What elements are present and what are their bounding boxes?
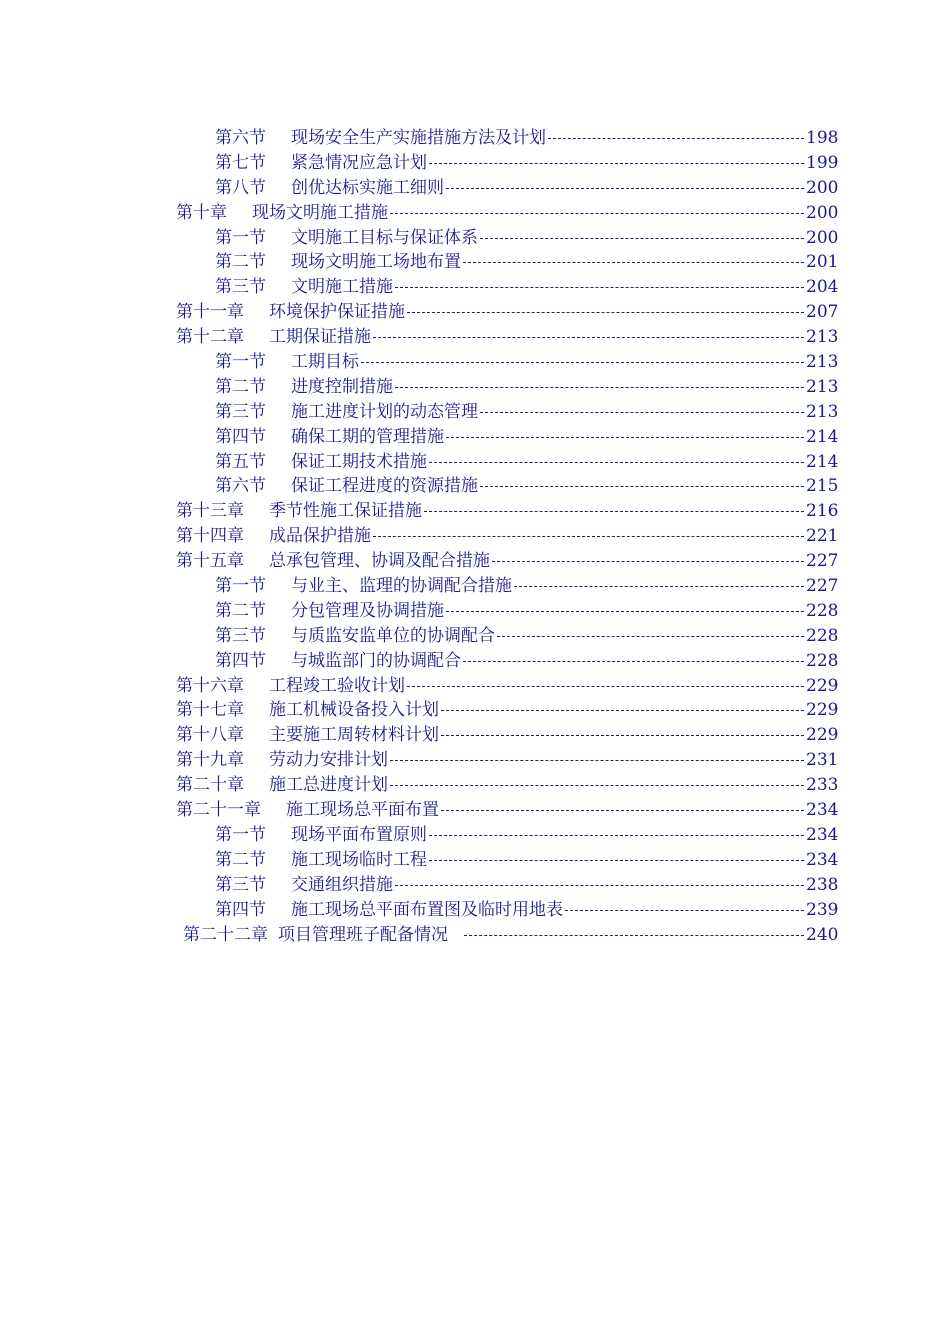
toc-leader-line: [390, 760, 804, 762]
toc-entry-title: 现场文明施工场地布置: [291, 252, 461, 273]
toc-entry-page: 233: [806, 775, 839, 796]
toc-entry-title: 与业主、监理的协调配合措施: [291, 576, 512, 597]
toc-entry: [0, 549, 950, 574]
toc-entry-number: 第十二章: [176, 327, 244, 348]
toc-entry-page: 240: [806, 924, 839, 945]
toc-entry-title: 现场安全生产实施措施方法及计划: [291, 128, 546, 148]
toc-entry-page: 215: [806, 476, 839, 497]
toc-entry-number: 第二十一章: [176, 800, 261, 821]
toc-entry: [0, 151, 950, 176]
toc-leader-line: [407, 312, 804, 314]
toc-entry-number: 第三节: [215, 277, 266, 298]
toc-entry-title: 施工现场总平面布置图及临时用地表: [291, 899, 563, 920]
toc-entry-title: 工期目标: [291, 352, 359, 373]
toc-entry-page: 200: [806, 177, 839, 198]
toc-entry-page: 229: [806, 675, 839, 696]
toc-entry-number: 第五节: [215, 451, 266, 472]
toc-entry-page: 214: [806, 426, 839, 447]
toc-leader-line: [446, 611, 804, 613]
toc-entry-title: 环境保护保证措施: [269, 302, 405, 323]
toc-entry-title: 进度控制措施: [291, 376, 393, 397]
toc-entry-title: 与质监安监单位的协调配合: [291, 625, 495, 646]
toc-entry-number: 第一节: [215, 352, 266, 373]
toc-leader-line: [361, 362, 804, 364]
toc-entry-number: 第十三章: [176, 501, 244, 522]
toc-leader-line: [424, 511, 804, 513]
toc-entry-title: 紧急情况应急计划: [291, 152, 427, 173]
toc-entry-number: 第四节: [215, 650, 266, 671]
toc-entry-title: 施工现场临时工程: [291, 849, 427, 870]
toc-entry: [0, 649, 950, 674]
toc-entry-title: 主要施工周转材料计划: [269, 725, 439, 746]
toc-entry-number: 第二节: [215, 376, 266, 397]
toc-leader-line: [548, 138, 804, 140]
toc-leader-line: [565, 910, 804, 912]
toc-entry-title: 施工总进度计划: [269, 775, 388, 796]
toc-leader-line: [395, 387, 804, 389]
toc-entry-page: 234: [806, 824, 839, 845]
toc-leader-line: [480, 486, 804, 488]
toc-leader-line: [373, 536, 804, 538]
toc-leader-line: [441, 710, 804, 712]
toc-entry: [0, 873, 950, 898]
toc-entry: [0, 674, 950, 699]
toc-leader-line: [429, 860, 804, 862]
toc-entry: [0, 176, 950, 201]
toc-entry-title: 总承包管理、协调及配合措施: [269, 551, 490, 572]
toc-entry-title: 施工进度计划的动态管理: [291, 401, 478, 422]
toc-entry: [0, 126, 950, 151]
toc-entry: [0, 474, 950, 499]
toc-leader-line: [514, 586, 804, 588]
toc-entry-title: 工程竣工验收计划: [269, 675, 405, 696]
toc-entry-number: 第十六章: [176, 675, 244, 696]
toc-entry-number: 第一节: [215, 576, 266, 597]
toc-entry: [0, 250, 950, 275]
toc-entry-number: 第七节: [215, 152, 266, 173]
toc-entry-title: 与城监部门的协调配合: [291, 650, 461, 671]
toc-entry-page: 213: [806, 401, 839, 422]
toc-entry-page: 213: [806, 352, 839, 373]
toc-entry: [0, 499, 950, 524]
toc-entry: [0, 400, 950, 425]
toc-leader-line: [463, 262, 804, 264]
toc-entry-page: 207: [806, 302, 839, 323]
toc-entry-page: 200: [806, 227, 839, 248]
toc-entry-number: 第一节: [215, 824, 266, 845]
toc-entry-number: 第二节: [215, 849, 266, 870]
toc-entry-title: 保证工期技术措施: [291, 451, 427, 472]
toc-entry-page: 213: [806, 327, 839, 348]
toc-entry-page: 227: [806, 576, 839, 597]
toc-entry-title: 施工机械设备投入计划: [269, 700, 439, 721]
toc-leader-line: [429, 835, 804, 837]
toc-leader-line: [441, 810, 804, 812]
toc-leader-line: [395, 885, 804, 887]
toc-entry-page: 227: [806, 551, 839, 572]
toc-entry-title: 成品保护措施: [269, 526, 371, 547]
toc-entry-number: 第二节: [215, 252, 266, 273]
toc-entry-number: 第四节: [215, 426, 266, 447]
toc-entry-page: 238: [806, 874, 839, 895]
toc-entry: [0, 599, 950, 624]
toc-entry: [0, 723, 950, 748]
toc-entry-number: 第二十二章: [183, 924, 268, 945]
toc-entry-page: 204: [806, 277, 839, 298]
toc-entry-title: 施工现场总平面布置: [286, 800, 439, 821]
toc-leader-line: [390, 785, 804, 787]
toc-entry-number: 第十九章: [176, 750, 244, 771]
toc-entry-number: 第二十章: [176, 775, 244, 796]
toc-entry-title: 交通组织措施: [291, 874, 393, 895]
toc-entry-title: 保证工程进度的资源措施: [291, 476, 478, 497]
toc-entry-number: 第十一章: [176, 302, 244, 323]
toc-entry: [0, 450, 950, 475]
toc-leader-line: [480, 412, 804, 414]
toc-entry-number: 第十四章: [176, 526, 244, 547]
toc-leader-line: [464, 935, 804, 937]
toc-entry-number: 第三节: [215, 874, 266, 895]
toc-entry-title: 文明施工措施: [291, 277, 393, 298]
toc-entry-title: 劳动力安排计划: [269, 750, 388, 771]
toc-entry: [0, 201, 950, 226]
toc-entry: [0, 748, 950, 773]
toc-entry-page: 234: [806, 800, 839, 821]
toc-entry-page: 213: [806, 376, 839, 397]
toc-entry: [0, 325, 950, 350]
toc-leader-line: [373, 337, 804, 339]
toc-entry: [0, 574, 950, 599]
toc-entry-page: 200: [806, 202, 839, 223]
toc-leader-line: [390, 213, 804, 215]
toc-entry-number: 第十八章: [176, 725, 244, 746]
toc-entry: [0, 524, 950, 549]
toc-entry: [0, 275, 950, 300]
toc-entry: [0, 923, 950, 948]
toc-leader-line: [407, 686, 804, 688]
toc-entry-title: 季节性施工保证措施: [269, 501, 422, 522]
toc-entry-page: 198: [806, 128, 839, 148]
toc-entry-page: 234: [806, 849, 839, 870]
toc-entry-page: 229: [806, 700, 839, 721]
toc-entry-page: 228: [806, 625, 839, 646]
toc-entry: [0, 698, 950, 723]
toc-entry-title: 确保工期的管理措施: [291, 426, 444, 447]
toc-entry-number: 第三节: [215, 401, 266, 422]
toc-entry-page: 199: [806, 152, 839, 173]
toc-leader-line: [446, 188, 804, 190]
toc-entry-page: 228: [806, 650, 839, 671]
toc-entry: [0, 798, 950, 823]
toc-leader-line: [492, 561, 804, 563]
toc-leader-line: [480, 238, 804, 240]
toc-entry-number: 第八节: [215, 177, 266, 198]
toc-leader-line: [497, 636, 804, 638]
toc-entry-number: 第三节: [215, 625, 266, 646]
toc-entry-page: 216: [806, 501, 839, 522]
toc-leader-line: [441, 735, 804, 737]
toc-entry: [0, 624, 950, 649]
toc-entry-number: 第十七章: [176, 700, 244, 721]
toc-entry: [0, 773, 950, 798]
toc-entry-page: 228: [806, 600, 839, 621]
toc-entry: [0, 226, 950, 251]
toc-entry: [0, 425, 950, 450]
toc-leader-line: [446, 437, 804, 439]
toc-entry-title: 文明施工目标与保证体系: [291, 227, 478, 248]
toc-leader-line: [429, 163, 804, 165]
toc-entry-page: 239: [806, 899, 839, 920]
toc-entry: [0, 848, 950, 873]
toc-leader-line: [463, 661, 804, 663]
toc-entry: [0, 898, 950, 923]
toc-entry-page: 201: [806, 252, 839, 273]
table-of-contents: [0, 126, 950, 947]
toc-leader-line: [429, 462, 804, 464]
toc-entry: [0, 375, 950, 400]
toc-leader-line: [395, 287, 804, 289]
toc-entry-page: 229: [806, 725, 839, 746]
toc-entry-number: 第六节: [215, 476, 266, 497]
toc-entry-page: 221: [806, 526, 839, 547]
toc-entry-page: 231: [806, 750, 839, 771]
toc-entry-page: 214: [806, 451, 839, 472]
toc-entry-number: 第十五章: [176, 551, 244, 572]
toc-entry-title: 项目管理班子配备情况: [278, 924, 448, 945]
toc-entry-number: 第一节: [215, 227, 266, 248]
toc-entry: [0, 350, 950, 375]
toc-entry-title: 工期保证措施: [269, 327, 371, 348]
toc-entry-number: 第四节: [215, 899, 266, 920]
toc-entry-number: 第二节: [215, 600, 266, 621]
toc-entry-title: 现场平面布置原则: [291, 824, 427, 845]
toc-entry-title: 现场文明施工措施: [252, 202, 388, 223]
toc-entry-title: 创优达标实施工细则: [291, 177, 444, 198]
toc-entry-number: 第十章: [176, 202, 227, 223]
toc-entry: [0, 823, 950, 848]
toc-entry-title: 分包管理及协调措施: [291, 600, 444, 621]
toc-entry: [0, 300, 950, 325]
toc-entry-number: 第六节: [215, 128, 266, 148]
